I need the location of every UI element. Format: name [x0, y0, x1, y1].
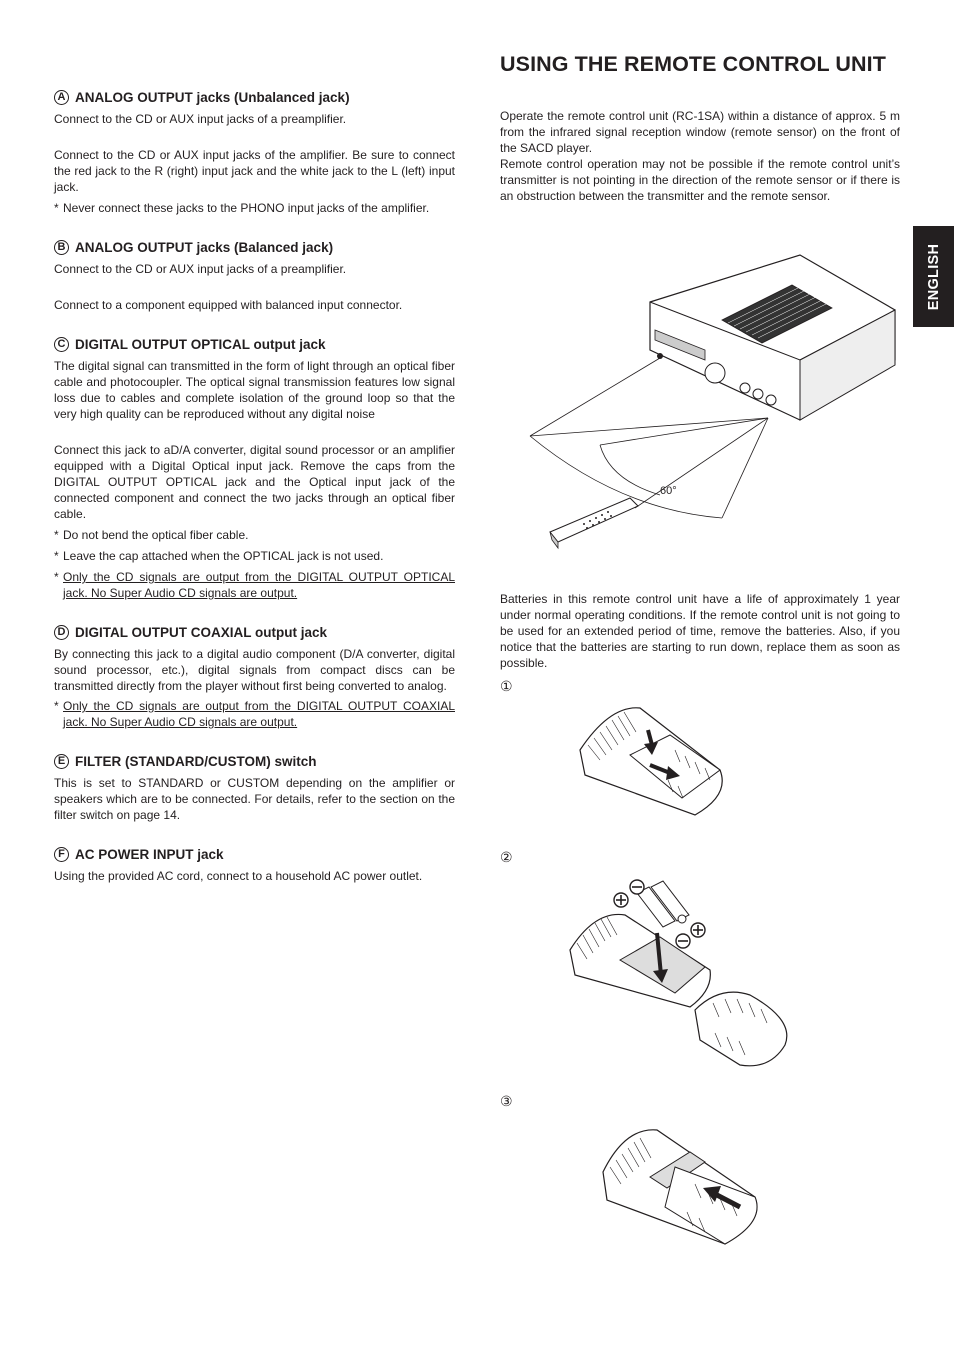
note: * Only the CD signals are output from the DIGITAL OUTPUT OPTICAL jack. No Super Audio CD signals are output.: [54, 570, 455, 600]
plus-icon: [614, 893, 628, 907]
paragraph: Connect to the CD or AUX input jacks of a preamplifier.: [54, 112, 347, 126]
section-f-heading: [54, 847, 455, 862]
section-title: FILTER (STANDARD/CUSTOM) switch: [75, 754, 317, 769]
section-title: DIGITAL OUTPUT COAXIAL output jack: [75, 625, 328, 640]
section-letter: B: [54, 240, 69, 255]
section-title: ANALOG OUTPUT jacks (Balanced jack): [75, 240, 334, 255]
section-title: DIGITAL OUTPUT OPTICAL output jack: [75, 337, 326, 352]
paragraph: The digital signal can transmitted in the form of light through an optical fiber cable and photocoupler. The optical signal transmission features low signal loss due to cables and complete isolation of the ground loop so that the very high quality can be reproduced without any digital noise: [54, 359, 455, 421]
section-letter: C: [54, 337, 69, 352]
paragraph: Connect to a component equipped with balanced input connector.: [54, 298, 403, 312]
right-column: [500, 52, 900, 204]
paragraph: Connect this jack to aD/A converter, digital sound processor or an amplifier equipped with a Digital Optical input jack. Remove the caps from the DIGITAL OUTPUT OPTICAL jack and the Optical input jack of the connected component and connect the two jacks through an optical fiber cable.: [54, 443, 455, 521]
section-letter: D: [54, 625, 69, 640]
section-letter: F: [54, 847, 69, 862]
language-tab: [913, 226, 954, 327]
section-c-heading: [54, 337, 455, 352]
note: * Do not bend the optical fiber cable.: [54, 528, 249, 542]
note: * Never connect these jacks to the PHONO input jacks of the amplifier.: [54, 201, 430, 215]
paragraph: Remote control operation may not be possible if the remote control unit’s transmitter is not pointing in the direction of the remote sensor or if there is an obstruction between the transmitter and the remote sensor.: [500, 157, 900, 203]
step-3-label: ③: [500, 1093, 513, 1109]
section-a-heading: [54, 90, 455, 105]
remote-control-icon: [550, 498, 638, 548]
paragraph: Operate the remote control unit (RC-1SA) within a distance of approx. 5 m from the infrared signal reception window (remote sensor) on the front of the SACD player.: [500, 109, 900, 155]
angle-label: 60°: [660, 485, 677, 497]
section-letter: E: [54, 754, 69, 769]
minus-icon: [630, 880, 644, 894]
note: * Only the CD signals are output from the DIGITAL OUTPUT COAXIAL jack. No Super Audio CD signals are output.: [54, 699, 455, 729]
section-title: AC POWER INPUT jack: [75, 847, 224, 862]
paragraph: Connect to the CD or AUX input jacks of the amplifier. Be sure to connect the red jack to the R (right) input jack and the white jack to the L (left) input jack.: [54, 148, 455, 194]
battery-cover-open-illustration: [570, 700, 730, 825]
section-b-heading: [54, 240, 455, 255]
plus-icon: [691, 923, 705, 937]
step-1-label: ①: [500, 678, 513, 694]
note: * Leave the cap attached when the OPTICAL jack is not used.: [54, 549, 384, 563]
minus-icon: [676, 934, 690, 948]
paragraph: By connecting this jack to a digital audio component (D/A converter, digital sound processor, etc.), digital signals from compact discs can be transmitted directly from the player without first being converted to analog.: [54, 647, 455, 693]
section-d-heading: [54, 625, 455, 640]
section-title: ANALOG OUTPUT jacks (Unbalanced jack): [75, 90, 350, 105]
language-tab-label: ENGLISH: [925, 243, 942, 310]
paragraph: This is set to STANDARD or CUSTOM depending on the amplifier or speakers which are to be connected. For details, refer to the section on the filter switch on page 14.: [54, 776, 455, 822]
battery-cover-close-illustration: [595, 1122, 765, 1252]
battery-insert-illustration: [565, 875, 795, 1075]
remote-range-illustration: [500, 240, 900, 560]
paragraph: Using the provided AC cord, connect to a household AC power outlet.: [54, 869, 423, 883]
section-e-heading: [54, 754, 455, 769]
step-2-label: ②: [500, 849, 513, 865]
paragraph: Batteries in this remote control unit have a life of approximately 1 year under normal operating conditions. If the remote control unit is not going to be used for an extended period of time, remove the batteries. Also, if you notice that the batteries are starting to run down, replace them as soon as possible.: [500, 592, 900, 670]
section-letter: A: [54, 90, 69, 105]
left-column: [54, 90, 455, 884]
battery-section: [500, 591, 900, 671]
page-title: USING THE REMOTE CONTROL UNIT: [500, 52, 886, 76]
paragraph: Connect to the CD or AUX input jacks of a preamplifier.: [54, 262, 347, 276]
